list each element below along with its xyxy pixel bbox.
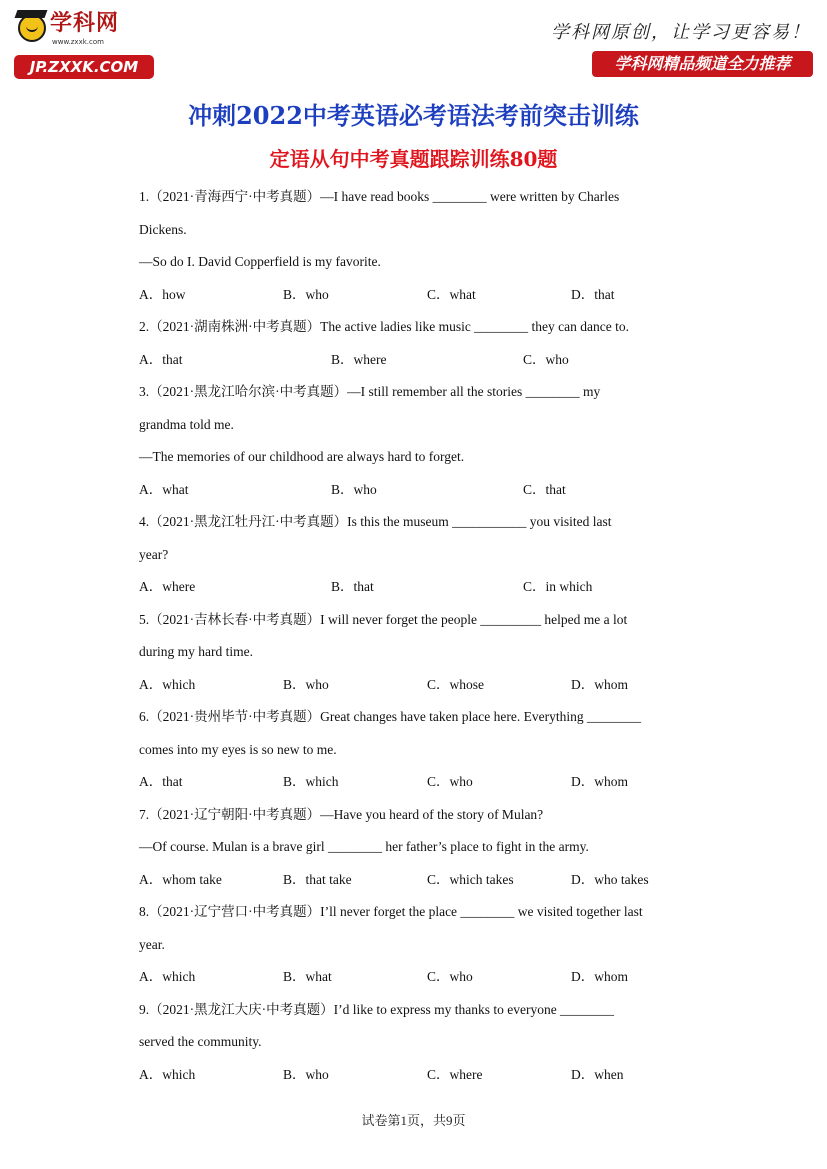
options-row [139, 344, 699, 377]
options-row [139, 766, 699, 799]
question-line: 2.（2021·湖南株洲·中考真题）The active ladies like music ________ they can dance to. [139, 319, 630, 334]
question-line: 1.（2021·青海西宁·中考真题）—I have read books ________ were written by Charles [139, 189, 620, 204]
answer-option: A．that [139, 351, 183, 367]
answer-option: D．that [571, 286, 615, 302]
answer-option: B．that [331, 579, 374, 594]
logo-badge: JP.ZXXK.COM [14, 55, 154, 79]
question-line: grandma told me. [139, 416, 234, 432]
logo-mascot-icon [18, 14, 46, 42]
answer-option: C．who [427, 774, 473, 789]
answer-option: A．which [139, 1066, 196, 1082]
question-line: 3.（2021·黑龙江哈尔滨·中考真题）—I still remember all the stories ________ my [139, 384, 601, 399]
page-footer: 试卷第1页，共9页 [361, 1113, 466, 1128]
answer-option: C．which takes [427, 871, 514, 887]
answer-option: B．who [283, 286, 329, 302]
answer-option: A．which [139, 676, 196, 692]
page-title: 冲刺2022中考英语必考语法考前突击训练 [188, 101, 639, 130]
options-row [139, 1059, 699, 1092]
question-line: —So do I. David Copperfield is my favorite. [139, 254, 381, 269]
answer-option: A．where [139, 579, 196, 594]
answer-option: C．who [427, 969, 473, 984]
question-line: —The memories of our childhood are always hard to forget. [139, 449, 465, 464]
question-line: —Of course. Mulan is a brave girl ________ her father’s place to fight in the army. [139, 839, 589, 854]
logo-url: www.zxxk.com [52, 38, 104, 46]
answer-option: C．in which [523, 579, 593, 594]
recommend-banner: 学科网精品频道全力推荐 [592, 51, 813, 77]
answer-option: C．what [427, 286, 476, 302]
answer-option: A．what [139, 481, 189, 497]
slogan: 学科网原创，让学习更容易！ [551, 22, 811, 43]
answer-option: D．when [571, 1066, 624, 1082]
answer-option: C．who [523, 351, 569, 367]
question-line: during my hard time. [139, 644, 253, 659]
answer-option: C．that [523, 481, 566, 497]
question-line: year? [139, 546, 169, 562]
answer-option: D．whom [571, 774, 628, 789]
options-row [139, 864, 699, 897]
options-row [139, 474, 699, 507]
page-subtitle: 定语从句中考真题跟踪训练80题 [269, 147, 558, 171]
answer-option: A．that [139, 774, 183, 789]
answer-option: A．which [139, 969, 196, 984]
answer-option: B．who [283, 1066, 329, 1082]
answer-option: B．what [283, 969, 332, 984]
answer-option: C．whose [427, 676, 484, 692]
question-line: 8.（2021·辽宁营口·中考真题）I’ll never forget the place ________ we visited together last [139, 904, 643, 919]
answer-option: B．that take [283, 871, 352, 887]
answer-option: D．who takes [571, 871, 649, 887]
options-row [139, 571, 699, 604]
answer-option: B．where [331, 351, 387, 367]
question-line: comes into my eyes is so new to me. [139, 741, 337, 757]
answer-option: B．which [283, 774, 339, 789]
question-line: 4.（2021·黑龙江牡丹江·中考真题）Is this the museum ___________ you visited last [139, 514, 612, 529]
question-line: served the community. [139, 1034, 262, 1049]
answer-option: D．whom [571, 969, 628, 984]
question-line: 6.（2021·贵州毕节·中考真题）Great changes have taken place here. Everything ________ [139, 709, 641, 724]
answer-option: A．whom take [139, 871, 222, 887]
question-line: Dickens. [139, 221, 187, 237]
options-row [139, 669, 699, 702]
answer-option: B．who [331, 481, 377, 497]
options-row [139, 961, 699, 994]
question-line: 7.（2021·辽宁朝阳·中考真题）—Have you heard of the story of Mulan? [139, 806, 544, 822]
logo-name: 学科网 [50, 11, 120, 36]
question-line: 9.（2021·黑龙江大庆·中考真题）I’d like to express my thanks to everyone ________ [139, 1001, 615, 1017]
options-row [139, 279, 699, 312]
answer-option: D．whom [571, 676, 628, 692]
answer-option: B．who [283, 676, 329, 692]
answer-option: A．how [139, 286, 186, 302]
question-line: year. [139, 936, 165, 952]
question-line: 5.（2021·吉林长春·中考真题）I will never forget the people _________ helped me a lot [139, 611, 628, 627]
answer-option: C．where [427, 1066, 483, 1082]
question-list [139, 181, 699, 1091]
